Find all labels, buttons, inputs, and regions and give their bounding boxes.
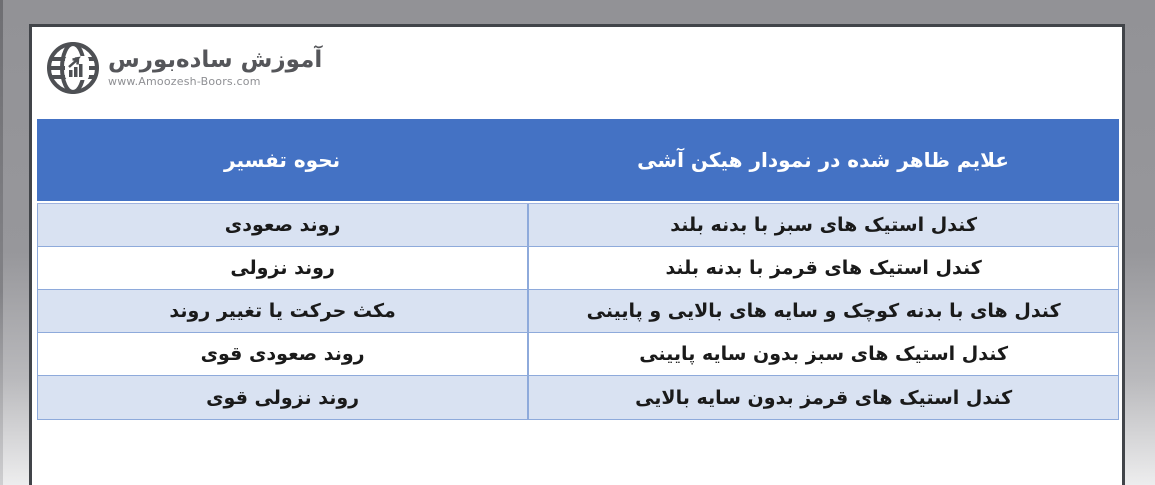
logo-text bbox=[108, 48, 322, 87]
table-row bbox=[38, 376, 1118, 419]
interpretation-cell: روند صعودی bbox=[224, 214, 341, 236]
sign-cell: کندل استیک های قرمز بدون سایه بالایی bbox=[527, 376, 1118, 419]
interpretation-cell: مکث حرکت یا تغییر روند bbox=[169, 300, 396, 322]
table-row bbox=[38, 204, 1118, 247]
table-row bbox=[38, 247, 1118, 290]
globe-chart-icon bbox=[45, 40, 101, 96]
header-signs: علایم ظاهر شده در نمودار هیکن آشی bbox=[637, 148, 1009, 172]
heikin-ashi-table bbox=[37, 119, 1119, 420]
content-panel bbox=[29, 24, 1125, 485]
header-interpretation: نحوه تفسیر bbox=[224, 148, 341, 172]
sign-cell: کندل استیک های قرمز با بدنه بلند bbox=[527, 247, 1118, 289]
interpretation-cell: روند صعودی قوی bbox=[200, 343, 365, 365]
interpretation-cell: روند نزولی bbox=[230, 257, 335, 279]
brand-name: آموزش ساده‌بورس bbox=[108, 47, 323, 74]
sign-cell: کندل های با بدنه کوچک و سایه های بالایی و پایینی bbox=[527, 290, 1118, 332]
table-body bbox=[37, 203, 1119, 420]
table-row bbox=[38, 333, 1118, 376]
left-edge-shadow bbox=[0, 0, 3, 485]
table-header-row bbox=[37, 119, 1119, 203]
sign-cell: کندل استیک های سبز با بدنه بلند bbox=[527, 204, 1118, 246]
sign-cell: کندل استیک های سبز بدون سایه پایینی bbox=[527, 333, 1118, 375]
logo bbox=[45, 40, 322, 96]
table-row bbox=[38, 290, 1118, 333]
site-url: www.Amoozesh-Boors.com bbox=[108, 74, 261, 88]
interpretation-cell: روند نزولی قوی bbox=[206, 386, 360, 409]
